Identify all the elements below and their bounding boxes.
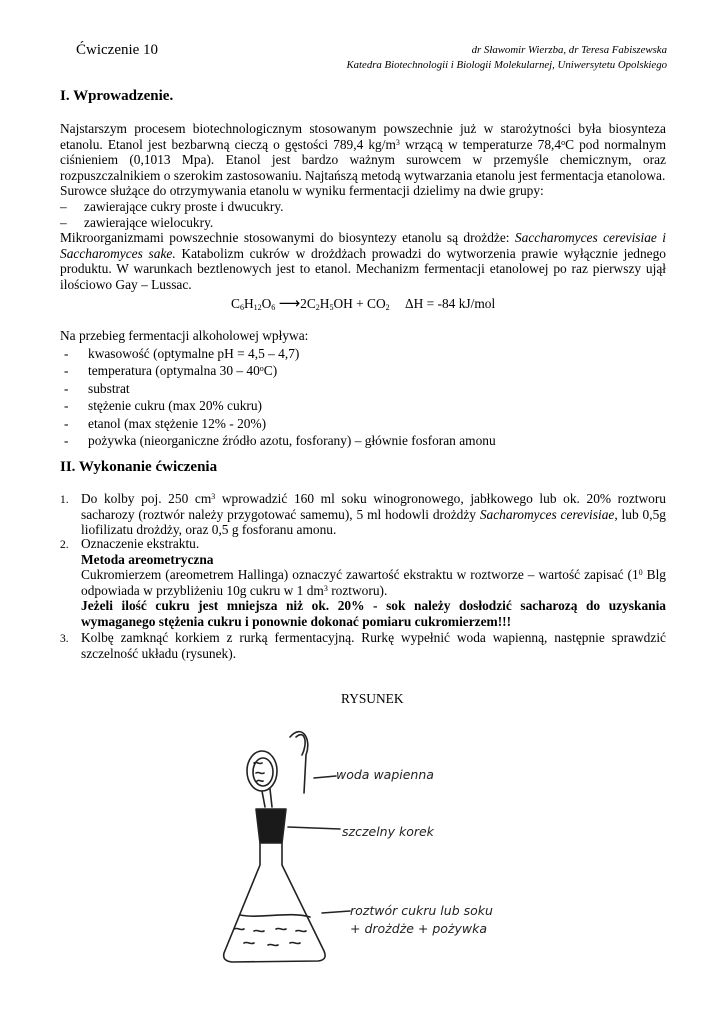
step-number: 3. bbox=[60, 633, 69, 645]
flask bbox=[224, 843, 325, 962]
method-subheading: Metoda areometryczna bbox=[81, 551, 214, 567]
step-1 bbox=[81, 491, 666, 538]
para-line: produktu. W warunkach beztlenowych jest to etanol. Mechanizm fermentacji etanolowej po raz pierwszy ujął bbox=[60, 261, 666, 277]
enthalpy: ΔH = -84 kJ/mol bbox=[405, 296, 496, 311]
header-department: Katedra Biotechnologii i Biologii Molekularnej, Uniwersytetu Opolskiego bbox=[346, 59, 667, 71]
intro-line: Najstarszym procesem biotechnologicznym stosowanym powszechnie już w starożytności była biosynteza bbox=[60, 121, 666, 136]
para-line: Saccharomyces sake. Katabolizm cukrów w drożdżach prowadzi do wytworzenia prawie wyłącznie jednego bbox=[60, 245, 666, 261]
page-title: Ćwiczenie 10 bbox=[76, 42, 159, 58]
reaction-arrow: ⟶ bbox=[278, 294, 301, 312]
step-number: 2. bbox=[60, 539, 69, 551]
label-limewater: woda wapienna bbox=[336, 767, 434, 782]
factors-list bbox=[64, 346, 496, 449]
step-line: szczelność układu (rysunek). bbox=[81, 645, 237, 661]
list-item: - etanol (max stężenie 12% - 20%) bbox=[64, 415, 267, 431]
step-line: odpowiada w przybliżeniu 10g cukru w 1 $dm^3$ roztworu). bbox=[81, 582, 388, 598]
step-2 bbox=[81, 536, 666, 630]
fermentation-apparatus-drawing bbox=[210, 715, 530, 975]
label-solution: roztwór cukru lub soku bbox=[350, 903, 493, 918]
intro-paragraph bbox=[60, 121, 666, 199]
list-item: - pożywka (nieorganiczne źródło azotu, fosforany) – głównie fosforan amonu bbox=[64, 433, 496, 449]
warning-line: wymaganego stężenia cukru i ponownie dokonać pomiaru cukromierzem!!! bbox=[81, 613, 512, 629]
step-line: Oznaczenie ekstraktu. bbox=[81, 536, 200, 551]
list-item: - stężenie cukru (max 20% cukru) bbox=[64, 398, 263, 414]
para-line: Mikroorganizmami powszechnie stosowanymi do biosyntezy etanolu są drożdże: Saccharomyces cerevisiae i bbox=[60, 230, 666, 245]
step-number: 1. bbox=[60, 494, 69, 506]
header-authors: dr Sławomir Wierzba, dr Teresa Fabiszewska bbox=[471, 44, 667, 56]
raw-material-list bbox=[60, 199, 284, 230]
intro-line: etanolu. Etanol jest bezbarwną cieczą o gęstości 789,4 $kg/m^3$ wrzącą w temperaturze 78,4$^o$C pod normalnym bbox=[60, 136, 667, 152]
list-item: – zawierające cukry proste i dwucukry. bbox=[60, 199, 284, 214]
factors-intro: Na przebieg fermentacji alkoholowej wpływa: bbox=[60, 328, 309, 343]
step-line: Cukromierzem (areometrem Hallinga) oznaczyć zawartość ekstraktu w roztworze – wartość zapisać ($1^0$ Blg bbox=[81, 567, 666, 583]
intro-line: ciśnieniem (0,1013 Mpa). Etanol jest bardzo ważnym surowcem w przemyśle chemicznym, oraz bbox=[60, 152, 666, 168]
pointer-line bbox=[288, 827, 340, 829]
section-2-heading: II. Wykonanie ćwiczenia bbox=[60, 459, 218, 475]
list-item: – zawierające wielocukry. bbox=[60, 214, 214, 230]
label-solution-2: + drożdże + pożywka bbox=[350, 921, 487, 936]
step-line: Kolbę zamknąć korkiem z rurką fermentacyjną. Rurkę wypełnić woda wapienną, następnie sprawdzić bbox=[81, 630, 666, 645]
step-line: liofilizatu drożdży, oraz 0,5 g fosforanu amonu. bbox=[81, 522, 337, 538]
figure-caption: RYSUNEK bbox=[341, 691, 404, 706]
step-3 bbox=[81, 630, 666, 661]
stopper bbox=[256, 809, 286, 843]
section-1-heading: I. Wprowadzenie. bbox=[60, 88, 174, 104]
warning-line: Jeżeli ilość cukru jest mniejsza niż ok. 20% - sok należy dosłodzić sacharozą do uzyskania bbox=[81, 598, 666, 614]
microorganisms-paragraph bbox=[60, 230, 666, 292]
label-stopper: szczelny korek bbox=[342, 824, 434, 839]
step-line: sacharozy (roztwór należy przygotować samemu), 5 ml hodowli drożdży Sacharomyces cerevisiae, lub 0,5g bbox=[81, 506, 666, 522]
intro-line: rozpuszczalnikiem o szerokim zastosowaniu. Najtańszą metodą wytwarzania etanolu jest fermentacja etanolowa. bbox=[60, 167, 666, 183]
step-line: Do kolby poj. 250 $cm^3$ wprowadzić 160 ml soku winogronowego, jabłkowego lub ok. 20% roztworu bbox=[81, 491, 667, 506]
pointer-line bbox=[322, 911, 350, 913]
list-item: - substrat bbox=[64, 380, 130, 396]
fermentation-equation: $C_6H_{12}O_6$ $⟶2C_2H_5OH + CO_2$ bbox=[231, 294, 390, 312]
list-item: - kwasowość (optymalne pH = 4,5 – 4,7) bbox=[64, 346, 300, 361]
para-line: ilościowo Gay – Lussac. bbox=[60, 276, 192, 292]
list-item: - temperatura (optymalna 30 – 40$^o$C) bbox=[64, 363, 278, 379]
intro-line: Surowce służące do otrzymywania etanolu w wyniku fermentacji dzielimy na dwie grupy: bbox=[60, 183, 544, 199]
pointer-line bbox=[314, 776, 336, 778]
